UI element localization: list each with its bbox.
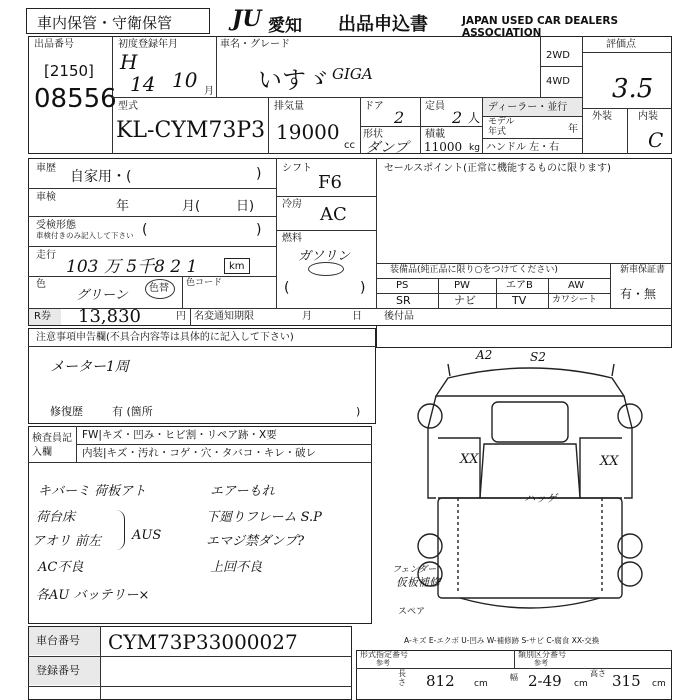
notes-entry: メーター1周 — [50, 359, 129, 375]
load-label: 積載 — [425, 129, 445, 140]
ownership-day: 日 — [352, 311, 362, 322]
inspection-month: 月( — [182, 199, 201, 214]
diagram-bed — [438, 498, 622, 598]
diagram-legend: A-キズ E-エクボ U-凹み W-補修跡 S-サビ C-腐食 XX-交換 — [404, 636, 600, 645]
vehicle-model: GIGA — [332, 65, 373, 83]
color-code-label: 色コード — [186, 278, 223, 288]
diagram-mark-top1: A2 — [476, 348, 493, 362]
equip-airbag: エアB — [506, 280, 533, 291]
history-label: 車歴 — [36, 163, 56, 174]
recycle-value: 13,830 — [78, 306, 141, 327]
fuel-value: ガソリン — [298, 249, 351, 264]
inspector-item-9: 上回不良 — [210, 560, 263, 575]
load-unit: kg — [469, 143, 480, 153]
shift-value: F6 — [318, 172, 342, 193]
storage-notice: 車内保管・守衛保管 — [37, 14, 173, 32]
registration-label: 初度登録年月 — [118, 39, 178, 50]
drive-2wd: 2WD — [546, 50, 570, 61]
doors-value: 2 — [394, 108, 405, 127]
diagram-bed-inner — [458, 498, 602, 594]
exterior-grade: C — [648, 128, 664, 152]
equip-ps: PS — [396, 280, 409, 291]
color-label: 色 — [36, 279, 46, 290]
accepted-form-note: 車検付きのみ記入して下さい — [36, 231, 134, 240]
inspector-item-2: エアーもれ — [210, 484, 275, 499]
inspector-item-1: キバーミ 荷板アト — [38, 484, 147, 499]
recycle-label: R券 — [34, 311, 51, 322]
mileage-label: 走行 — [36, 250, 56, 261]
diagram-mark-left: XX — [460, 452, 479, 467]
sales-points-label: セールスポイント(正常に機能するものに限ります) — [384, 163, 611, 174]
aftermarket-area — [376, 326, 672, 348]
diagram-cab-right — [624, 396, 632, 498]
listing-code: [2150] — [44, 62, 94, 80]
accepted-form-label: 受検形態 — [36, 220, 76, 231]
reference-label-2: 参考 — [534, 659, 548, 667]
storage-notice-box — [26, 8, 210, 34]
diagram-wheel-fl — [418, 404, 442, 428]
capacity-unit: 人 — [468, 111, 481, 125]
inspector-item-5: アオリ 前左 — [32, 534, 102, 549]
ju-logo — [232, 8, 268, 32]
width-label: 幅 — [510, 673, 518, 682]
body-shape-value: ダンプ — [366, 140, 409, 156]
mileage-unit: km — [229, 261, 245, 272]
color-value: グリーン — [76, 288, 128, 303]
diagram-rear — [460, 598, 600, 608]
notes-label: 注意事項申告欄(不具合内容等は具体的に記入して下さい) — [36, 332, 294, 343]
chassis-label: 車台番号 — [36, 634, 80, 647]
ju-logo-text: JU — [232, 6, 262, 32]
inspector-item-7: エマジ禁ダンプ? — [206, 534, 305, 549]
diagram-fender-note2: 仮板補修 — [396, 576, 440, 589]
exterior-label: 外装 — [592, 111, 612, 122]
diagram-front-outline — [436, 368, 624, 396]
equip-pw: PW — [454, 280, 470, 291]
inspector-row1: FW|キズ・凹み・ヒビ割・リペア跡・X要 — [82, 429, 277, 441]
diagram-wheel-fr — [618, 404, 642, 428]
history-value: 自家用・( — [70, 169, 132, 185]
mileage-value: 103 万 5千8 2 1 — [66, 257, 198, 277]
registration-era: H — [120, 50, 138, 74]
warranty-value: 有・無 — [620, 287, 657, 301]
aircon-label: 冷房 — [282, 199, 302, 210]
inspector-item-8: AC不良 — [38, 560, 84, 575]
length-label: 長さ — [398, 669, 406, 687]
height-value: 315 — [612, 672, 641, 690]
vehicle-name-label: 車名・グレード — [220, 39, 290, 50]
inspector-item-4: 下廻りフレーム S.P — [206, 510, 322, 525]
diagram-mark-top2: S2 — [530, 350, 546, 364]
equip-sr: SR — [396, 294, 411, 307]
recycle-unit: 円 — [176, 311, 186, 322]
drive-4wd: 4WD — [546, 76, 570, 87]
fuel-open: ( — [284, 280, 290, 296]
diagram-spare: スペア — [398, 607, 426, 617]
repair-label: 修復歴 — [50, 405, 83, 418]
aircon-value: AC — [320, 204, 347, 225]
form-title: 出品申込書 — [338, 14, 428, 35]
diagram-fender-note: フェンダー — [392, 565, 437, 575]
capacity-label: 定員 — [425, 101, 445, 112]
listing-no-label: 出品番号 — [34, 39, 74, 50]
accepted-form-close: ) — [256, 222, 262, 238]
dealer-label: ディーラー・並行 — [488, 102, 568, 113]
displacement-label: 排気量 — [274, 101, 304, 112]
warranty-label: 新車保証書 — [620, 265, 666, 275]
inspector-item-3: 荷台床 — [36, 510, 76, 525]
reg-no-label: 登録番号 — [36, 664, 80, 677]
inspector-bracket — [116, 510, 125, 550]
fuel-circle — [308, 262, 344, 276]
inspection-label: 車検 — [36, 192, 56, 203]
inspector-row2: 内装|キズ・汚れ・コゲ・穴・タバコ・キレ・破レ — [82, 447, 317, 459]
inspector-item-6: AUS — [132, 528, 162, 543]
doors-label: ドア — [364, 101, 384, 112]
registration-month: 10 — [172, 68, 198, 92]
rating-score: 3.5 — [612, 74, 654, 104]
aftermarket-label: 後付品 — [384, 311, 414, 322]
designation-label: 形式指定番号 — [360, 650, 408, 659]
inspection-day: 日) — [236, 199, 255, 214]
category-label: 類別区分番号 — [518, 650, 566, 659]
width-value: 2-49 — [528, 672, 562, 690]
displacement-value: 19000 — [276, 120, 340, 144]
diagram-windshield — [492, 402, 568, 442]
equip-tv: TV — [512, 294, 527, 307]
ownership-month: 月 — [302, 311, 312, 322]
color-change: 色替 — [149, 283, 169, 294]
body-shape-label: 形状 — [363, 129, 383, 140]
registration-month-unit: 月 — [204, 86, 214, 97]
width-unit: cm — [574, 679, 588, 689]
diagram-front-bumper — [448, 364, 614, 376]
length-value: 812 — [426, 672, 455, 690]
ownership-label: 名変通知期限 — [194, 311, 254, 322]
org-name: 愛知 — [268, 16, 302, 36]
model-year-unit: 年 — [568, 124, 578, 135]
equipment-label: 装備品(純正品に限り○をつけてください) — [390, 265, 558, 275]
displacement-unit: cc — [344, 140, 355, 151]
diagram-cab-left — [428, 396, 436, 498]
vehicle-make: いすゞ — [258, 66, 330, 94]
diagram-mark-right: XX — [600, 454, 619, 469]
org-english: JAPAN USED CAR DEALERS ASSOCIATION — [462, 15, 619, 39]
height-unit: cm — [652, 679, 666, 689]
capacity-value: 2 — [452, 108, 463, 127]
load-value: 11000 — [424, 140, 463, 154]
model-code-label: 型式 — [118, 101, 138, 112]
shift-label: シフト — [282, 163, 312, 174]
history-close: ) — [256, 166, 262, 182]
accepted-form-open: ( — [142, 222, 148, 238]
repair-close: ) — [356, 405, 361, 418]
inspector-label: 検査員記入欄 — [32, 433, 72, 458]
repair-value: 有 (箇所 — [112, 405, 153, 418]
equip-navi: ナビ — [454, 294, 476, 307]
length-unit: cm — [474, 679, 488, 689]
registration-year: 14 — [130, 72, 156, 96]
diagram-mark-center: ハッゲ — [524, 492, 557, 505]
inspection-year: 年 — [116, 199, 130, 214]
fuel-label: 燃料 — [282, 233, 302, 244]
interior-label: 内装 — [638, 111, 658, 122]
handle-label: ハンドル 左・右 — [486, 142, 560, 153]
chassis-value: CYM73P33000027 — [108, 630, 298, 654]
diagram-door-left — [438, 438, 480, 498]
fuel-close: ) — [360, 280, 366, 296]
model-year-label: モデル年式 — [488, 117, 515, 137]
height-label: 高さ — [590, 669, 606, 678]
listing-number: 08556 — [34, 84, 117, 114]
inspector-item-10: 各AU バッテリー× — [36, 588, 150, 603]
model-code: KL-CYM73P3 — [116, 118, 266, 143]
equip-aw: AW — [568, 280, 585, 291]
equip-leather: カワシート — [552, 295, 598, 305]
reference-label: 参考 — [376, 659, 390, 667]
rating-label: 評価点 — [606, 39, 636, 50]
